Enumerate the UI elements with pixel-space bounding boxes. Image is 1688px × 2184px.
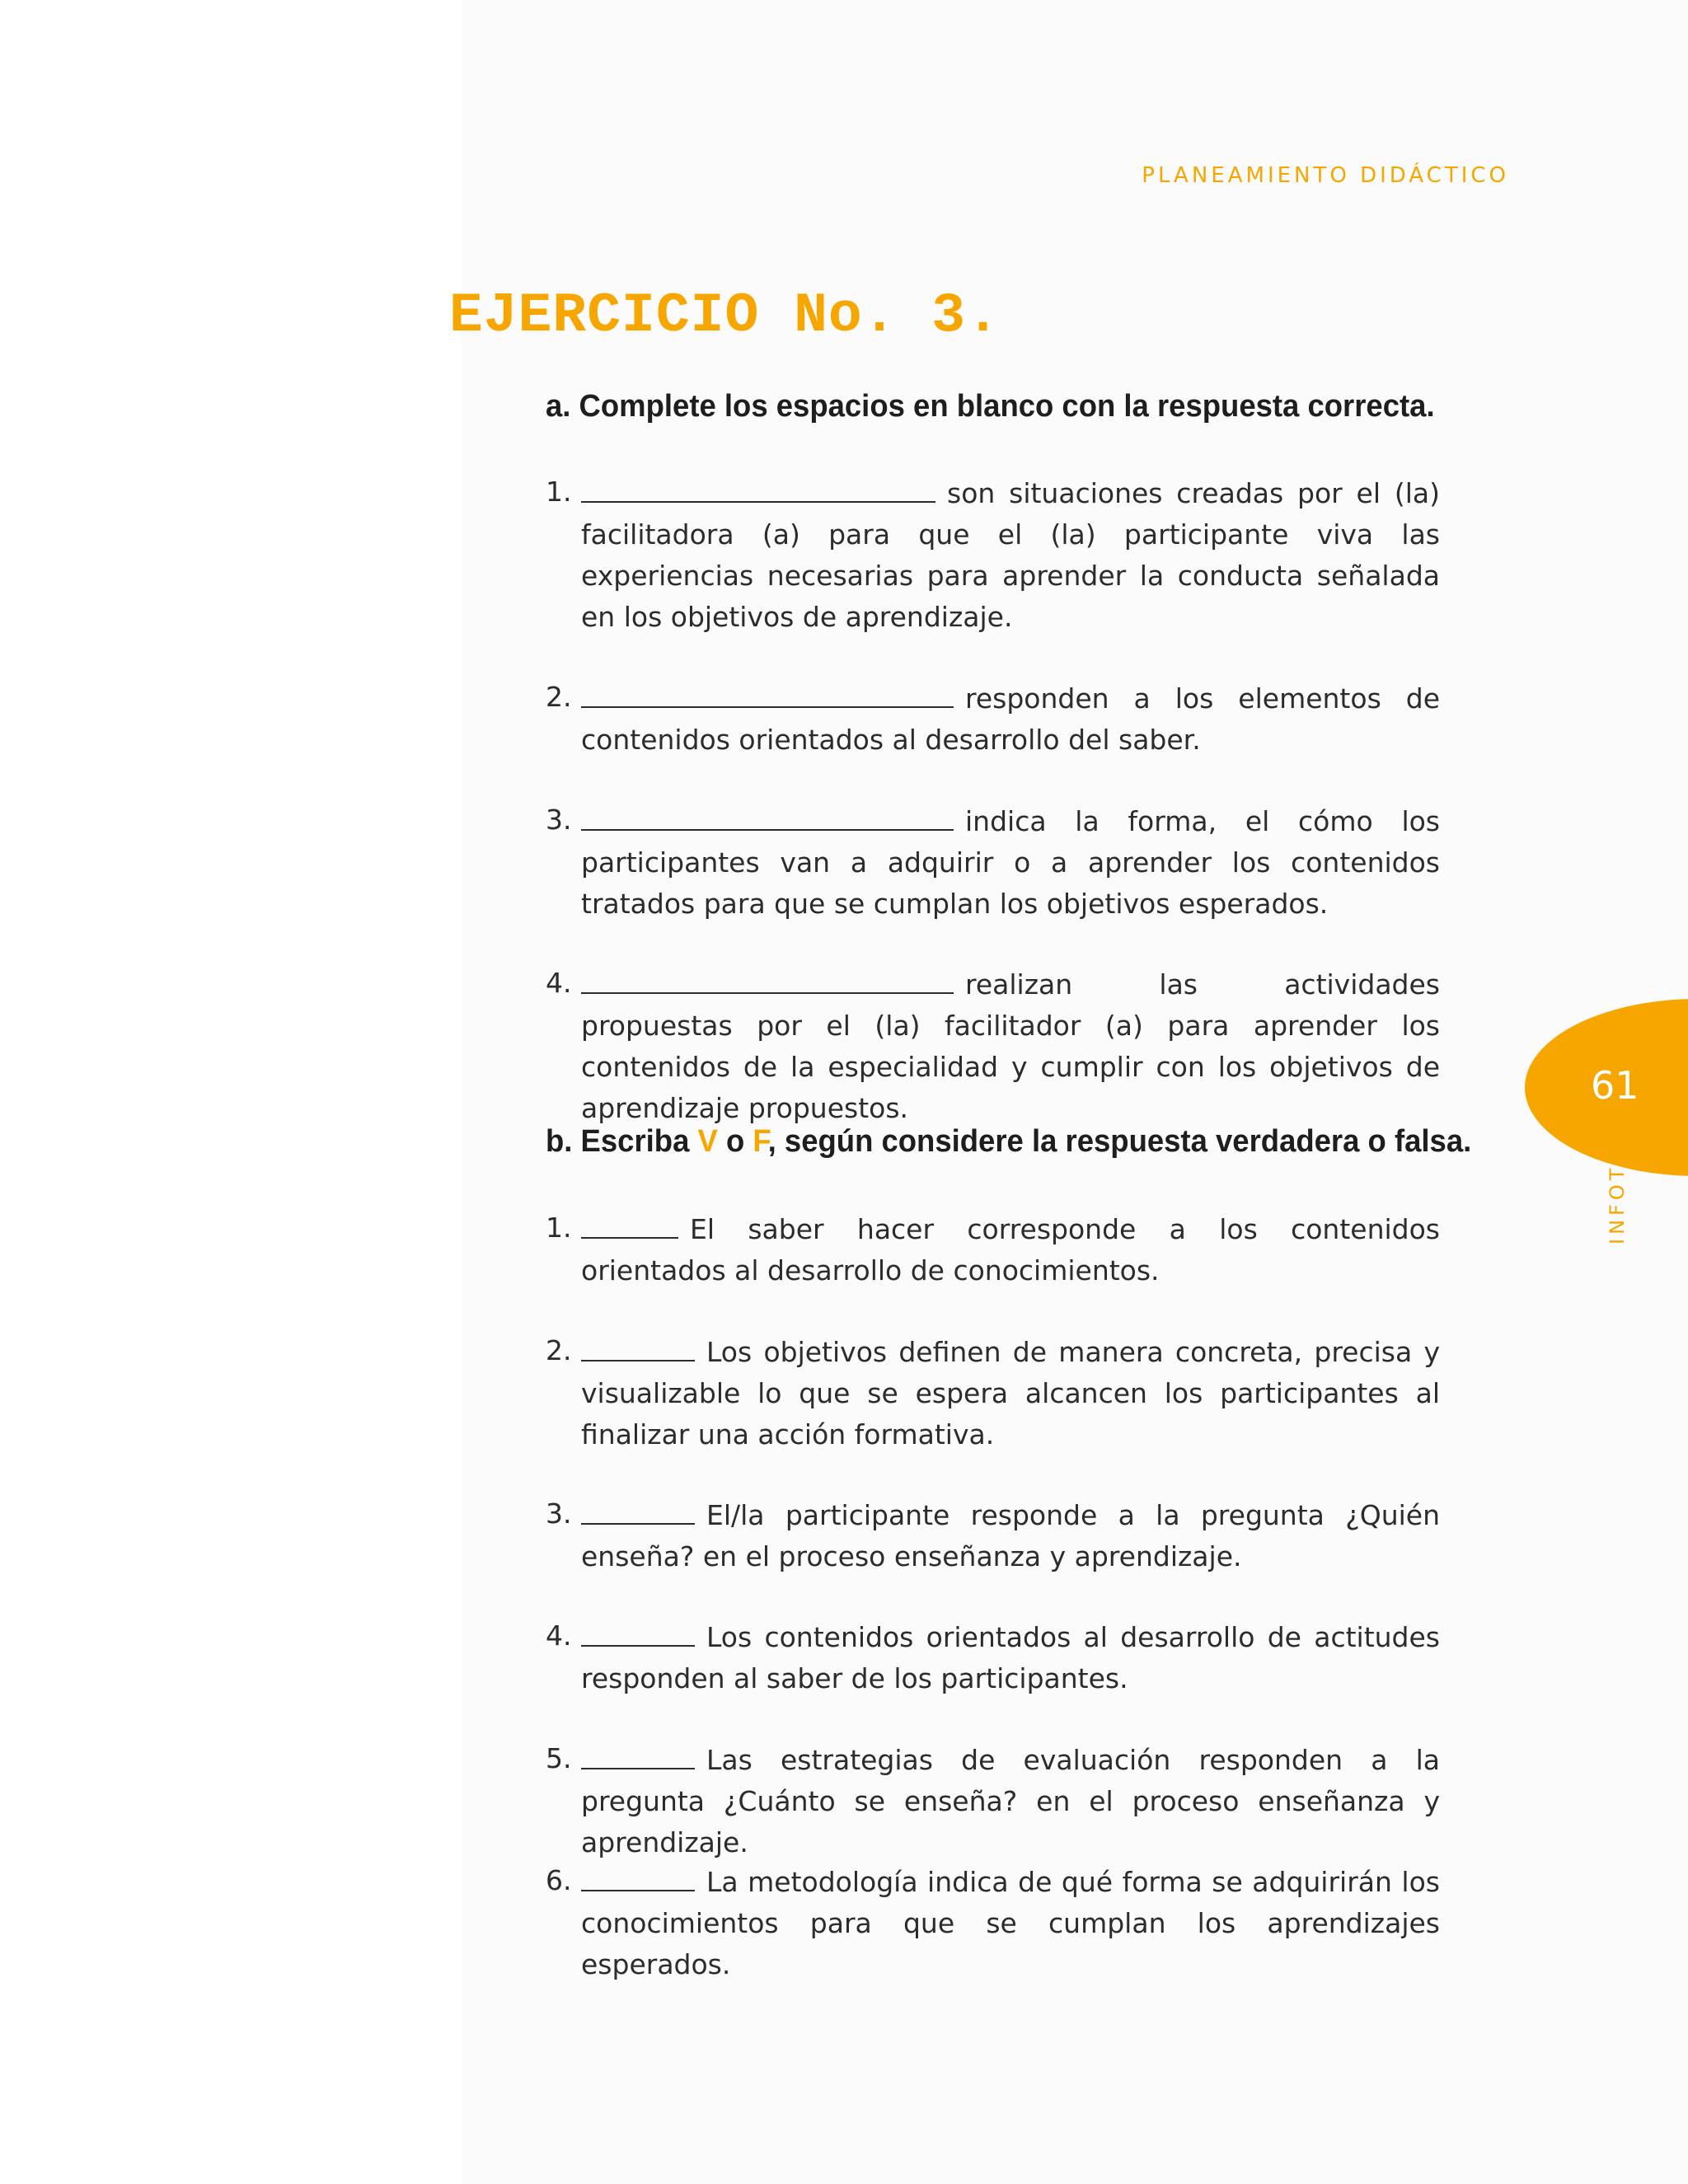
answer-blank[interactable] [581, 1207, 678, 1239]
answer-blank[interactable] [581, 963, 954, 994]
answer-blank[interactable] [581, 471, 935, 503]
page-number: 61 [1591, 1063, 1639, 1108]
section-b-heading [546, 1124, 1471, 1160]
running-head: PLANEAMIENTO DIDÁCTICO [1142, 163, 1509, 188]
item-text: indica la forma, el cómo los participantes van a adquirir o a aprender los contenidos tratados para que se cumplan los objetivos esperados. [581, 805, 1440, 920]
heading-text: o [717, 1124, 753, 1159]
answer-blank[interactable] [581, 1738, 695, 1769]
item-text: Los contenidos orientados al desarrollo de actitudes responden al saber de los participantes. [581, 1621, 1440, 1694]
list-item [546, 471, 1440, 638]
item-text: Los objetivos definen de manera concreta, precisa y visualizable lo que se espera alcancen los participantes al finalizar una acción formativa. [581, 1336, 1440, 1451]
list-item [546, 1615, 1440, 1699]
item-text: responden a los elementos de contenidos orientados al desarrollo del saber. [581, 682, 1440, 756]
item-text: realizan las actividades propuestas por el (la) facilitador (a) para aprender los contenidos de la especialidad y cumplir con los objetivos de aprendizaje propuestos. [581, 968, 1440, 1124]
answer-blank[interactable] [581, 1330, 695, 1361]
answer-blank[interactable] [581, 1493, 695, 1525]
item-number: 1. [546, 1212, 572, 1244]
true-letter: V [697, 1124, 718, 1159]
list-item [546, 1330, 1440, 1455]
false-letter: F [753, 1124, 768, 1159]
list-item [546, 1860, 1440, 1985]
item-number: 2. [546, 1334, 572, 1366]
item-number: 3. [546, 804, 572, 836]
heading-text: b. Escriba [546, 1124, 698, 1159]
answer-blank[interactable] [581, 1860, 695, 1891]
list-item [546, 1493, 1440, 1577]
item-text: El saber hacer corresponde a los contenidos orientados al desarrollo de conocimientos. [581, 1213, 1440, 1286]
item-number: 4. [546, 967, 572, 999]
item-number: 1. [546, 476, 572, 508]
exercise-title: EJERCICIO No. 3. [449, 284, 1001, 348]
answer-blank[interactable] [581, 677, 954, 708]
item-number: 6. [546, 1864, 572, 1896]
list-item [546, 799, 1440, 925]
item-number: 3. [546, 1497, 572, 1530]
list-item [546, 1207, 1440, 1291]
answer-blank[interactable] [581, 1615, 695, 1647]
side-label: INFOTEP [1606, 1131, 1629, 1244]
item-text: son situaciones creadas por el (la) facilitadora (a) para que el (la) participante viva las experiencias necesarias para aprender la conducta señalada en los objetivos de aprendizaje. [581, 477, 1440, 633]
item-text: Las estrategias de evaluación responden a la pregunta ¿Cuánto se enseña? en el proceso enseñanza y aprendizaje. [581, 1744, 1440, 1858]
section-a-heading: a. Complete los espacios en blanco con la respuesta correcta. [546, 389, 1435, 424]
item-number: 4. [546, 1619, 572, 1652]
item-text: La metodología indica de qué forma se adquirirán los conocimientos para que se cumplan los aprendizajes esperados. [581, 1866, 1440, 1980]
heading-text: , según considere la respuesta verdadera o falsa. [767, 1124, 1472, 1159]
answer-blank[interactable] [581, 799, 954, 831]
list-item [546, 677, 1440, 761]
item-number: 5. [546, 1742, 572, 1774]
item-text: El/la participante responde a la pregunta ¿Quién enseña? en el proceso enseñanza y aprendizaje. [581, 1499, 1440, 1572]
list-item [546, 1738, 1440, 1863]
list-item [546, 963, 1440, 1129]
page-margin [0, 0, 462, 2184]
item-number: 2. [546, 681, 572, 713]
